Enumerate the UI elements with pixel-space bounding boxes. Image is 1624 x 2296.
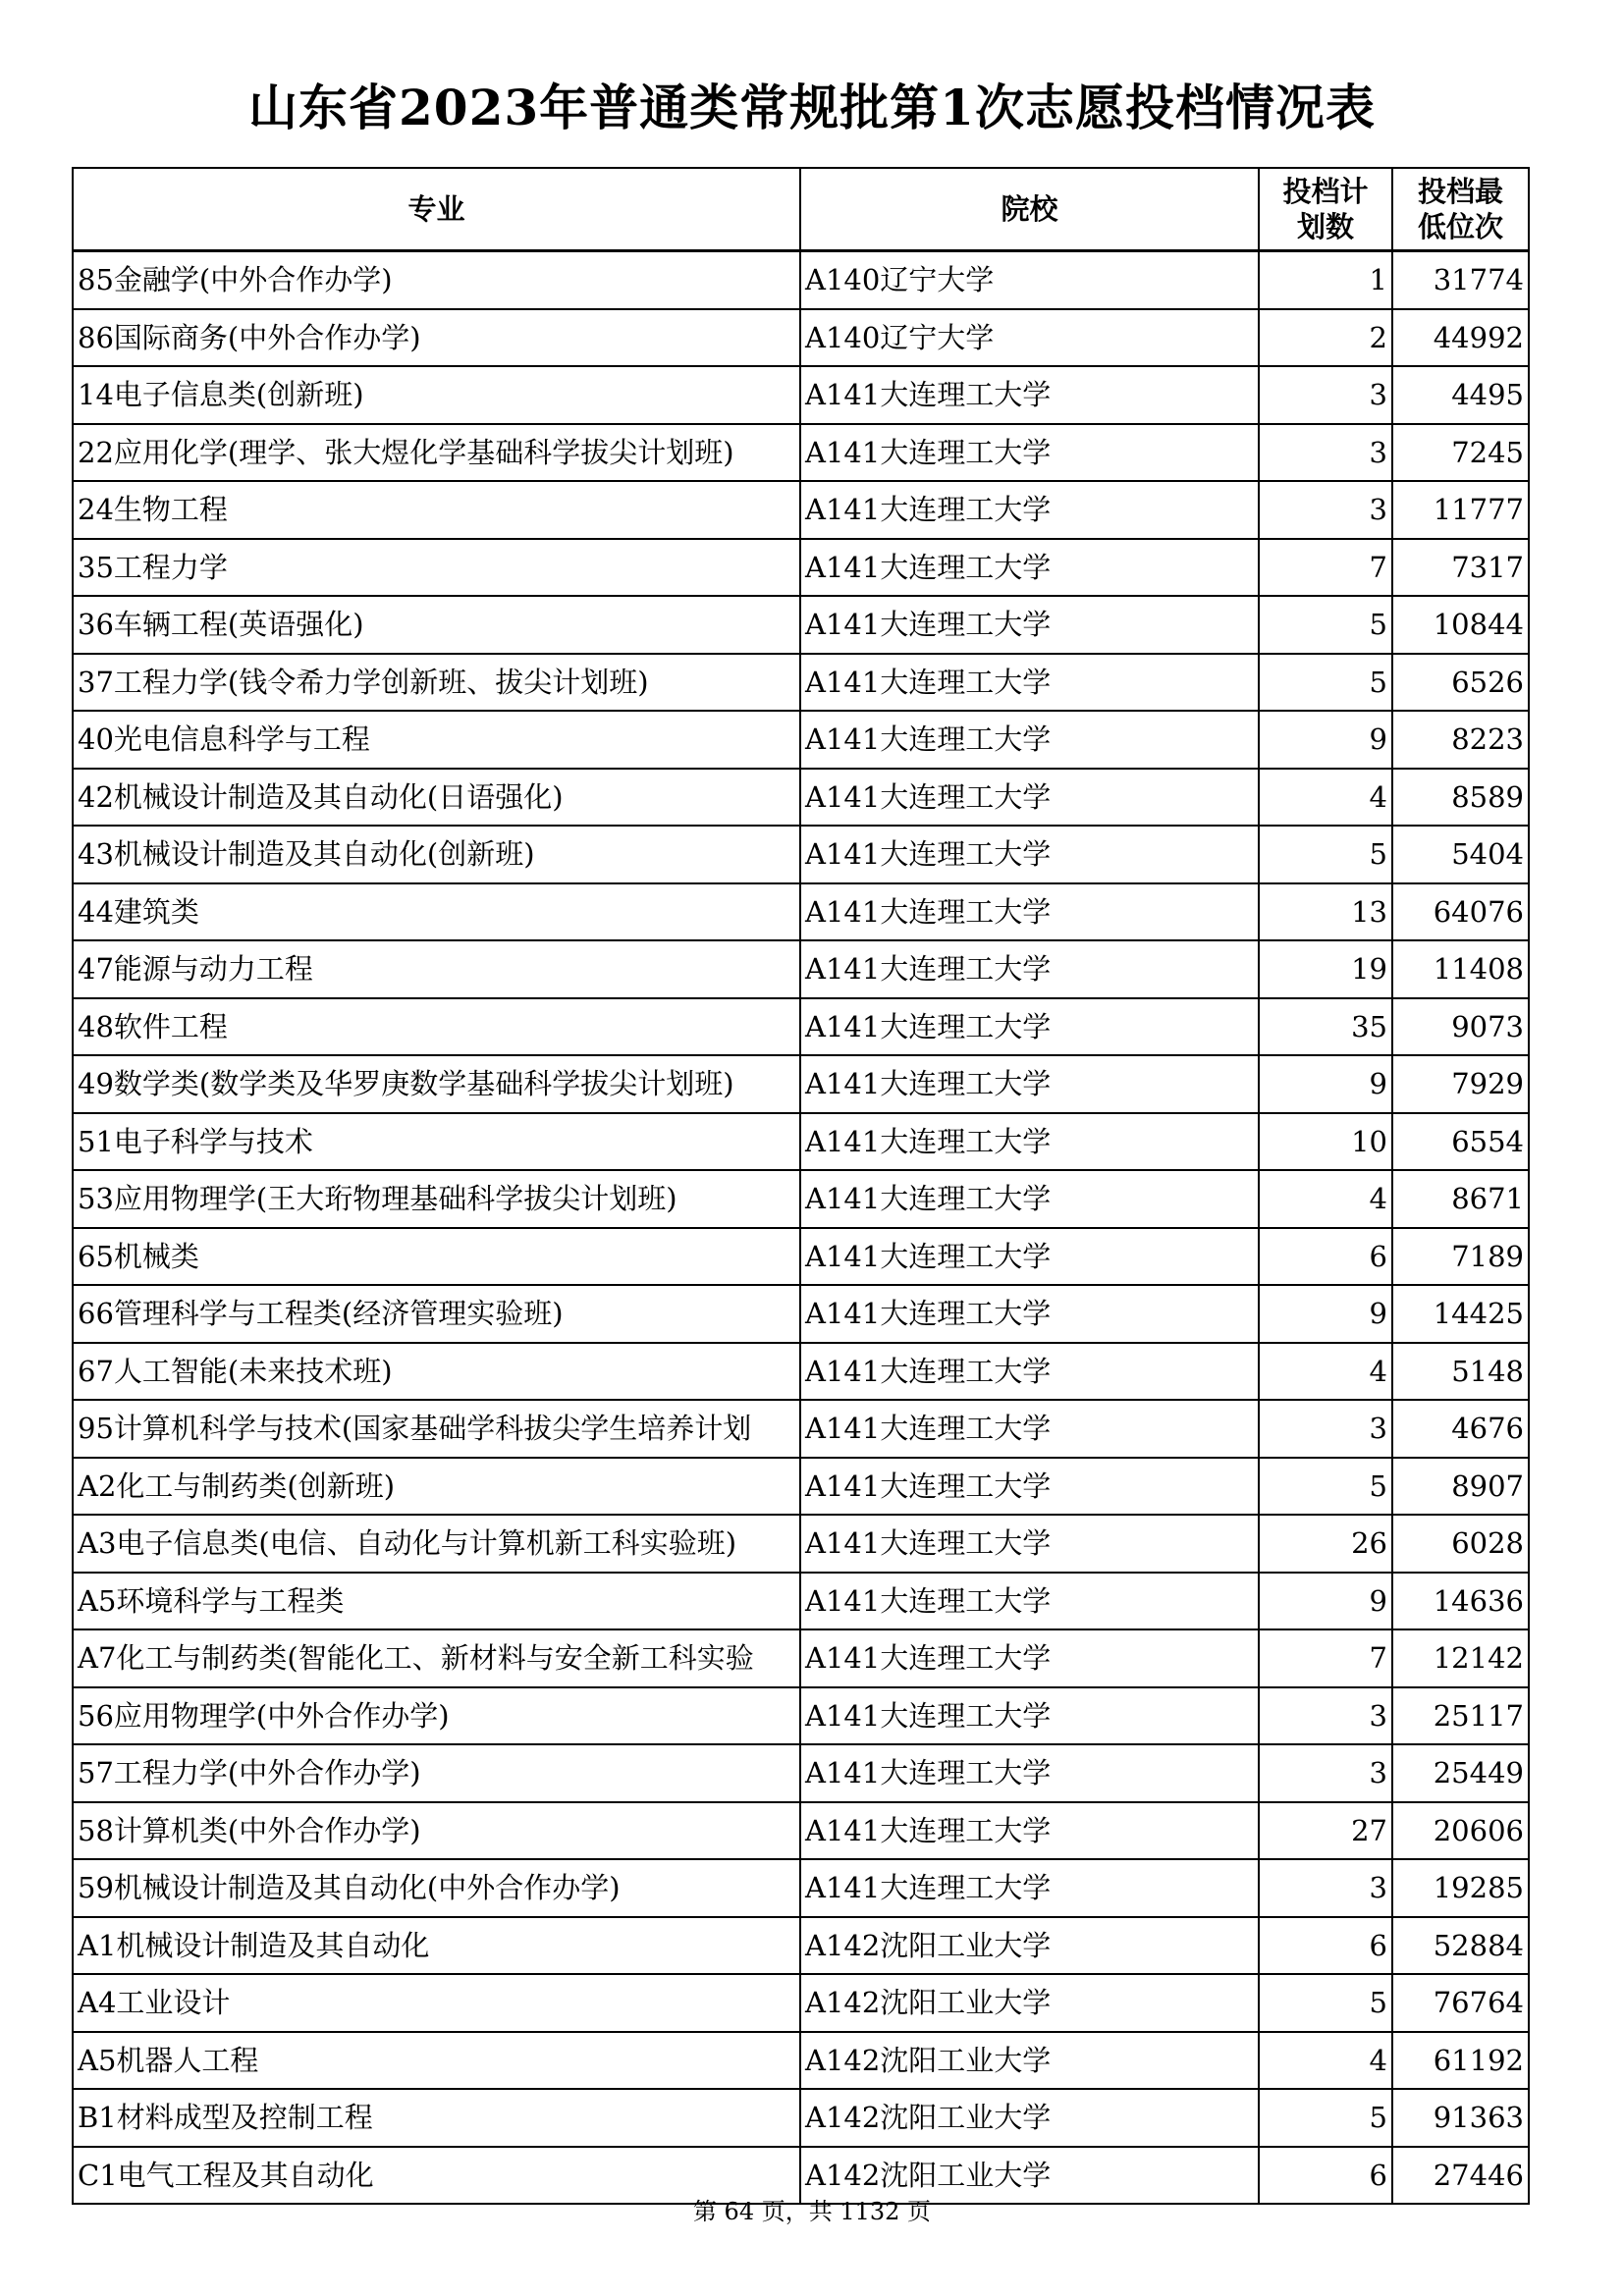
table-row [73,1515,1529,1573]
cell-major: 58计算机类(中外合作办学) [73,1802,800,1860]
cell-major: 95计算机科学与技术(国家基础学科拔尖学生培养计划 [73,1400,800,1458]
cell-rank: 7245 [1392,424,1529,482]
cell-school: A142沈阳工业大学 [800,1974,1259,2032]
cell-plan: 4 [1259,1170,1392,1228]
cell-rank: 31774 [1392,251,1529,309]
table-row [73,1744,1529,1802]
cell-rank: 4495 [1392,366,1529,424]
cell-plan: 9 [1259,1573,1392,1630]
cell-plan: 6 [1259,2147,1392,2205]
cell-rank: 44992 [1392,309,1529,367]
cell-major: 57工程力学(中外合作办学) [73,1744,800,1802]
cell-plan: 4 [1259,769,1392,827]
cell-rank: 4676 [1392,1400,1529,1458]
table-row [73,1573,1529,1630]
cell-school: A141大连理工大学 [800,1859,1259,1917]
cell-school: A141大连理工大学 [800,654,1259,712]
cell-school: A141大连理工大学 [800,1802,1259,1860]
cell-plan: 4 [1259,2032,1392,2090]
cell-school: A141大连理工大学 [800,1343,1259,1401]
table-row [73,1687,1529,1745]
cell-rank: 14636 [1392,1573,1529,1630]
cell-major: 66管理科学与工程类(经济管理实验班) [73,1285,800,1343]
cell-school: A141大连理工大学 [800,826,1259,883]
table-row [73,539,1529,597]
cell-plan: 3 [1259,1687,1392,1745]
cell-plan: 26 [1259,1515,1392,1573]
cell-school: A141大连理工大学 [800,1744,1259,1802]
cell-rank: 5404 [1392,826,1529,883]
cell-school: A141大连理工大学 [800,1458,1259,1516]
cell-major: 14电子信息类(创新班) [73,366,800,424]
table-row [73,2032,1529,2090]
cell-major: 59机械设计制造及其自动化(中外合作办学) [73,1859,800,1917]
cell-rank: 6554 [1392,1113,1529,1171]
cell-plan: 1 [1259,251,1392,309]
page-title: 山东省2023年普通类常规批第1次志愿投档情况表 [248,79,1376,136]
cell-major: 47能源与动力工程 [73,940,800,998]
header-major: 专业 [73,168,800,251]
cell-major: 86国际商务(中外合作办学) [73,309,800,367]
cell-plan: 7 [1259,1629,1392,1687]
cell-school: A141大连理工大学 [800,1687,1259,1745]
cell-major: 53应用物理学(王大珩物理基础科学拔尖计划班) [73,1170,800,1228]
cell-plan: 5 [1259,2089,1392,2147]
cell-plan: 5 [1259,826,1392,883]
cell-plan: 3 [1259,366,1392,424]
admission-table [72,167,1530,2205]
table-row [73,1343,1529,1401]
cell-major: A7化工与制药类(智能化工、新材料与安全新工科实验 [73,1629,800,1687]
cell-school: A142沈阳工业大学 [800,1917,1259,1975]
cell-rank: 91363 [1392,2089,1529,2147]
cell-major: C1电气工程及其自动化 [73,2147,800,2205]
cell-plan: 13 [1259,883,1392,941]
cell-major: 36车辆工程(英语强化) [73,596,800,654]
cell-school: A142沈阳工业大学 [800,2089,1259,2147]
cell-school: A141大连理工大学 [800,366,1259,424]
cell-plan: 5 [1259,654,1392,712]
cell-plan: 6 [1259,1228,1392,1286]
cell-school: A141大连理工大学 [800,883,1259,941]
cell-school: A141大连理工大学 [800,1629,1259,1687]
cell-major: 44建筑类 [73,883,800,941]
cell-major: 65机械类 [73,1228,800,1286]
cell-rank: 6028 [1392,1515,1529,1573]
table-row [73,1917,1529,1975]
cell-school: A141大连理工大学 [800,769,1259,827]
table-row [73,654,1529,712]
cell-plan: 9 [1259,1285,1392,1343]
table-row [73,481,1529,539]
cell-school: A141大连理工大学 [800,1515,1259,1573]
cell-plan: 4 [1259,1343,1392,1401]
cell-rank: 7317 [1392,539,1529,597]
cell-major: 42机械设计制造及其自动化(日语强化) [73,769,800,827]
cell-major: A5机器人工程 [73,2032,800,2090]
header-plan-label: 投档计划数 [1282,175,1369,243]
cell-rank: 27446 [1392,2147,1529,2205]
header-rank-label: 投档最低位次 [1417,175,1503,243]
table-row [73,1400,1529,1458]
cell-rank: 10844 [1392,596,1529,654]
table-row [73,883,1529,941]
cell-major: 67人工智能(未来技术班) [73,1343,800,1401]
cell-major: A1机械设计制造及其自动化 [73,1917,800,1975]
cell-school: A140辽宁大学 [800,251,1259,309]
cell-plan: 9 [1259,711,1392,769]
cell-major: 43机械设计制造及其自动化(创新班) [73,826,800,883]
cell-plan: 35 [1259,998,1392,1056]
cell-rank: 5148 [1392,1343,1529,1401]
cell-rank: 11777 [1392,481,1529,539]
cell-plan: 9 [1259,1055,1392,1113]
cell-school: A141大连理工大学 [800,1573,1259,1630]
table-row [73,309,1529,367]
table-row [73,1802,1529,1860]
cell-school: A141大连理工大学 [800,481,1259,539]
cell-school: A141大连理工大学 [800,424,1259,482]
cell-rank: 52884 [1392,1917,1529,1975]
header-rank [1392,168,1529,251]
cell-plan: 2 [1259,309,1392,367]
cell-rank: 11408 [1392,940,1529,998]
cell-major: 24生物工程 [73,481,800,539]
cell-major: B1材料成型及控制工程 [73,2089,800,2147]
cell-school: A141大连理工大学 [800,711,1259,769]
cell-major: A4工业设计 [73,1974,800,2032]
table-row [73,1974,1529,2032]
cell-major: A2化工与制药类(创新班) [73,1458,800,1516]
table-row [73,940,1529,998]
cell-major: 56应用物理学(中外合作办学) [73,1687,800,1745]
cell-rank: 20606 [1392,1802,1529,1860]
cell-rank: 8589 [1392,769,1529,827]
cell-rank: 25449 [1392,1744,1529,1802]
cell-school: A142沈阳工业大学 [800,2032,1259,2090]
cell-school: A141大连理工大学 [800,596,1259,654]
cell-rank: 14425 [1392,1285,1529,1343]
header-school: 院校 [800,168,1259,251]
cell-rank: 61192 [1392,2032,1529,2090]
cell-rank: 12142 [1392,1629,1529,1687]
cell-rank: 25117 [1392,1687,1529,1745]
cell-school: A141大连理工大学 [800,1228,1259,1286]
cell-plan: 19 [1259,940,1392,998]
table-row [73,711,1529,769]
cell-school: A141大连理工大学 [800,1113,1259,1171]
cell-school: A141大连理工大学 [800,940,1259,998]
cell-major: 35工程力学 [73,539,800,597]
table-row [73,251,1529,309]
table-row [73,1629,1529,1687]
cell-major: A3电子信息类(电信、自动化与计算机新工科实验班) [73,1515,800,1573]
table-row [73,596,1529,654]
cell-major: 22应用化学(理学、张大煜化学基础科学拔尖计划班) [73,424,800,482]
cell-plan: 7 [1259,539,1392,597]
cell-school: A141大连理工大学 [800,1400,1259,1458]
table-row [73,2089,1529,2147]
cell-rank: 8907 [1392,1458,1529,1516]
cell-plan: 3 [1259,1744,1392,1802]
table-row [73,1228,1529,1286]
cell-plan: 3 [1259,424,1392,482]
cell-major: A5环境科学与工程类 [73,1573,800,1630]
table-row [73,1170,1529,1228]
cell-major: 40光电信息科学与工程 [73,711,800,769]
table-row [73,1285,1529,1343]
cell-major: 51电子科学与技术 [73,1113,800,1171]
table-row [73,424,1529,482]
cell-plan: 5 [1259,1974,1392,2032]
cell-school: A141大连理工大学 [800,539,1259,597]
cell-school: A140辽宁大学 [800,309,1259,367]
cell-plan: 27 [1259,1802,1392,1860]
cell-major: 49数学类(数学类及华罗庚数学基础科学拔尖计划班) [73,1055,800,1113]
cell-plan: 10 [1259,1113,1392,1171]
table-row [73,998,1529,1056]
cell-major: 48软件工程 [73,998,800,1056]
table-row [73,1458,1529,1516]
cell-school: A141大连理工大学 [800,1055,1259,1113]
cell-plan: 6 [1259,1917,1392,1975]
cell-major: 37工程力学(钱令希力学创新班、拔尖计划班) [73,654,800,712]
cell-school: A141大连理工大学 [800,1170,1259,1228]
cell-plan: 3 [1259,1859,1392,1917]
cell-plan: 3 [1259,481,1392,539]
cell-rank: 9073 [1392,998,1529,1056]
cell-rank: 7929 [1392,1055,1529,1113]
page-footer: 第 64 页，共 1132 页 [692,2198,932,2225]
cell-rank: 8671 [1392,1170,1529,1228]
table-body [73,251,1529,2205]
cell-plan: 5 [1259,1458,1392,1516]
cell-rank: 76764 [1392,1974,1529,2032]
table-row [73,1113,1529,1171]
table-row [73,366,1529,424]
cell-rank: 8223 [1392,711,1529,769]
cell-plan: 3 [1259,1400,1392,1458]
table-header-row [73,168,1529,251]
table-row [73,1055,1529,1113]
cell-plan: 5 [1259,596,1392,654]
cell-rank: 19285 [1392,1859,1529,1917]
cell-rank: 7189 [1392,1228,1529,1286]
cell-major: 85金融学(中外合作办学) [73,251,800,309]
cell-school: A141大连理工大学 [800,998,1259,1056]
table-row [73,1859,1529,1917]
header-plan [1259,168,1392,251]
cell-school: A142沈阳工业大学 [800,2147,1259,2205]
cell-rank: 64076 [1392,883,1529,941]
table-row [73,769,1529,827]
cell-school: A141大连理工大学 [800,1285,1259,1343]
table-row [73,826,1529,883]
cell-rank: 6526 [1392,654,1529,712]
